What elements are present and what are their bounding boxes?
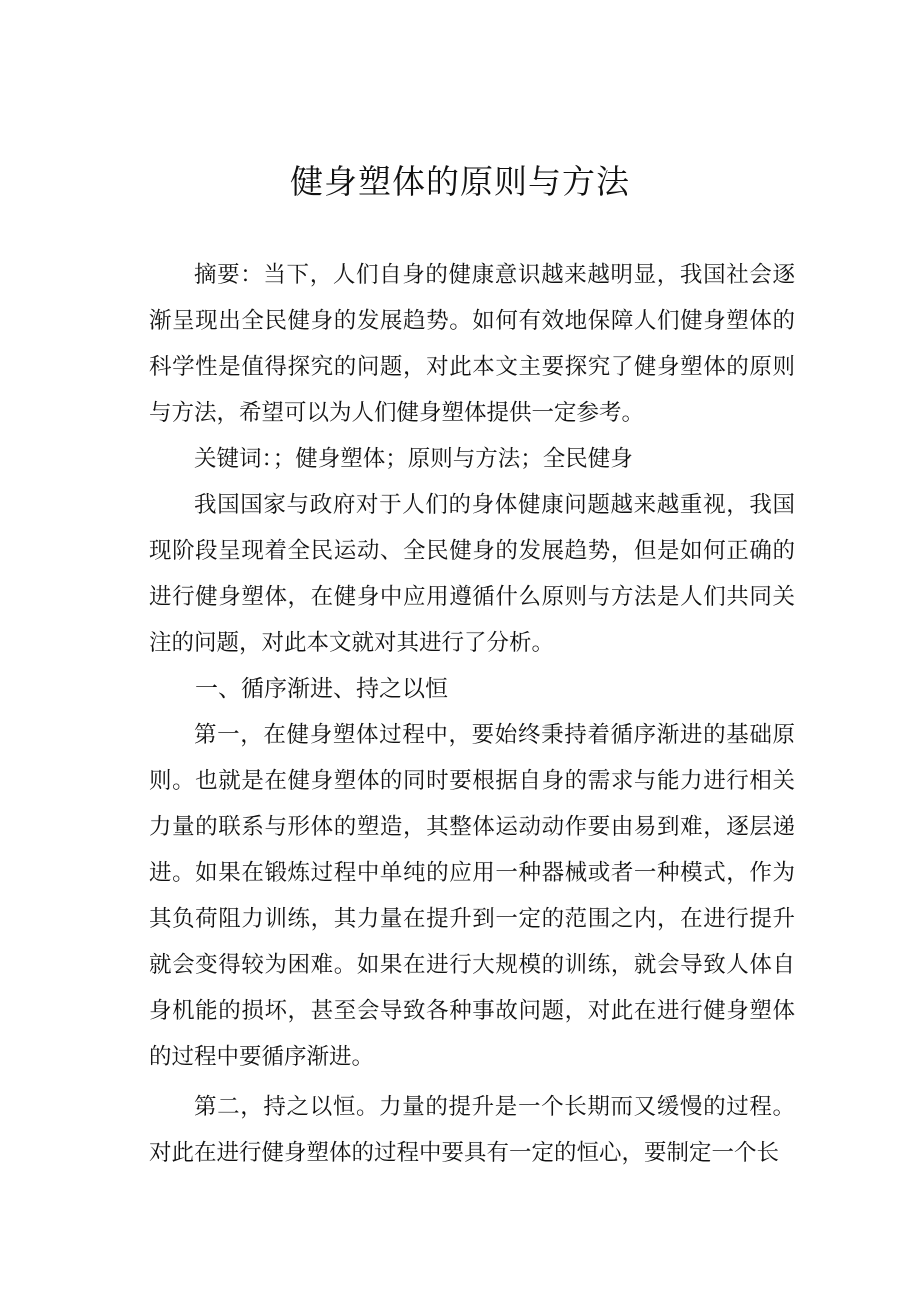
section-heading: 一、循序渐进、持之以恒 bbox=[195, 676, 448, 702]
section-paragraph-first: 第一，在健身塑体过程中，要始终秉持着循序渐进的基础原则。也就是在健身塑体的同时要根据自身的需求与能力进行相关力量的联系与形体的塑造，其整体运动动作要由易到难，逐层递进。如果在锻炼过程中单纯的应用一种器械或者一种模式，作为其负荷阻力训练，其力量在提升到一定的范围之内，在进行提升就会变得较为困难。如果在进行大规模的训练，就会导致人体自身机能的损坏，甚至会导致各种事故问题，对此在进行健身塑体的过程中要循序渐进。 bbox=[149, 722, 795, 1070]
document-body bbox=[149, 252, 795, 1176]
abstract-paragraph: 摘要：当下，人们自身的健康意识越来越明显，我国社会逐渐呈现出全民健身的发展趋势。如何有效地保障人们健身塑体的科学性是值得探究的问题，对此本文主要探究了健身塑体的原则与方法，希望可以为人们健身塑体提供一定参考。 bbox=[149, 262, 795, 426]
keywords-line: 关键词：；健身塑体；原则与方法；全民健身 bbox=[194, 446, 633, 472]
intro-paragraph: 我国国家与政府对于人们的身体健康问题越来越重视，我国现阶段呈现着全民运动、全民健身的发展趋势，但是如何正确的进行健身塑体，在健身中应用遵循什么原则与方法是人们共同关注的问题，对此本文就对其进行了分析。 bbox=[149, 492, 795, 656]
document-title: 健身塑体的原则与方法 bbox=[290, 162, 630, 201]
section-paragraph-second: 第二，持之以恒。力量的提升是一个长期而又缓慢的过程。对此在进行健身塑体的过程中要具有一定的恒心，要制定一个长 bbox=[149, 1094, 795, 1166]
